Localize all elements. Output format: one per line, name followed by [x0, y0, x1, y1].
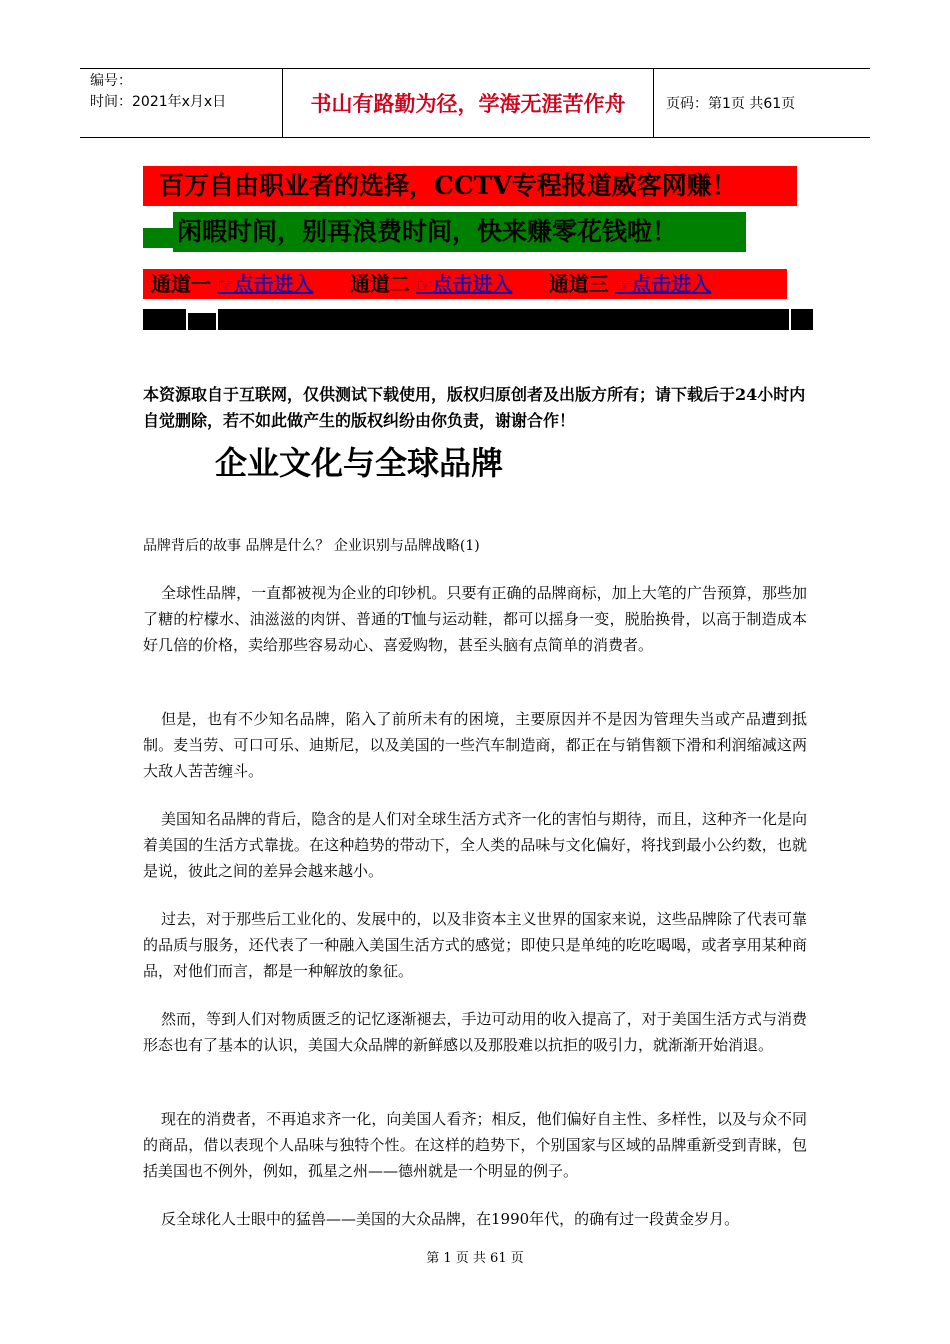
pointing-hand-icon: ☞ [416, 275, 433, 296]
ad-banner-1[interactable]: 百万自由职业者的选择，CCTV专程报道威客网赚！ [143, 166, 797, 206]
channel-1-label: 通道一 [151, 272, 211, 296]
number-label: 编号： [90, 73, 132, 89]
paragraph-4: 过去，对于那些后工业化的、发展中的，以及非资本主义世界的国家来说，这些品牌除了代表可靠的品质与服务，还代表了一种融入美国生活方式的感觉；即使只是单纯的吃吃喝喝，或者享用某种商品，对他们而言，都是一种解放的象征。 [143, 910, 807, 980]
subheading: 品牌背后的故事 品牌是什么？ 企业识别与品牌战略(1) [143, 538, 480, 554]
paragraph-3: 美国知名品牌的背后，隐含的是人们对全球生活方式齐一化的害怕与期待，而且，这种齐一化是向着美国的生活方式靠拢。在这种趋势的带动下，全人类的品味与文化偏好，将找到最小公约数，也就是说，彼此之间的差异会越来越小。 [143, 810, 807, 880]
time-label: 时间：2021年x月x日 [90, 94, 227, 110]
paragraph-7: 反全球化人士眼中的猛兽——美国的大众品牌，在1990年代，的确有过一段黄金岁月。 [161, 1210, 740, 1228]
channel-bar [143, 269, 787, 299]
document-title: 企业文化与全球品牌 [215, 444, 504, 482]
ad-banner-2-accent [143, 228, 173, 248]
channel-3-link[interactable]: ☞点击进入 [615, 272, 712, 296]
channel-2-link[interactable]: ☞点击进入 [416, 272, 513, 296]
paragraph-5: 然而，等到人们对物质匮乏的记忆逐渐褪去，手边可动用的收入提高了，对于美国生活方式与消费形态也有了基本的认识，美国大众品牌的新鲜感以及那股难以抗拒的吸引力，就渐渐开始消退。 [143, 1010, 807, 1054]
header-motto: 书山有路勤为径，学海无涯苦作舟 [282, 69, 654, 137]
paragraph-1: 全球性品牌，一直都被视为企业的印钞机。只要有正确的品牌商标，加上大笔的广告预算，那些加了糖的柠檬水、油滋滋的肉饼、普通的T恤与运动鞋，都可以摇身一变，脱胎换骨，以高于制造成本好几倍的价格，卖给那些容易动心、喜爱购物，甚至头脑有点简单的消费者。 [143, 584, 807, 654]
header-table [80, 68, 870, 138]
redacted-bar [143, 309, 813, 330]
channel-2-label: 通道二 [349, 272, 410, 296]
header-meta [80, 69, 282, 137]
pointing-hand-icon: ☞ [615, 275, 632, 296]
page-footer: 第 1 页 共 61 页 [426, 1251, 524, 1266]
paragraph-2: 但是，也有不少知名品牌，陷入了前所未有的困境，主要原因并不是因为管理失当或产品遭到抵制。麦当劳、可口可乐、迪斯尼，以及美国的一些汽车制造商，都正在与销售额下滑和利润缩减这两大敌人苦苦缠斗。 [143, 710, 807, 780]
channel-3-label: 通道三 [548, 272, 609, 296]
copyright-notice: 本资源取自于互联网，仅供测试下载使用，版权归原创者及出版方所有；请下载后于24小时内自觉删除，若不如此做产生的版权纠纷由你负责，谢谢合作！ [143, 385, 806, 430]
pointing-hand-icon: ☞ [217, 275, 234, 296]
header-page-info: 页码：第1页 共61页 [666, 96, 796, 112]
channel-1-link[interactable]: ☞点击进入 [217, 272, 314, 296]
ad-banner-2[interactable]: 闲暇时间，别再浪费时间，快来赚零花钱啦！ [173, 212, 746, 252]
paragraph-6: 现在的消费者，不再追求齐一化，向美国人看齐；相反，他们偏好自主性、多样性，以及与众不同的商品，借以表现个人品味与独特个性。在这样的趋势下，个别国家与区域的品牌重新受到青睐，包括美国也不例外，例如，孤星之州——德州就是一个明显的例子。 [143, 1110, 807, 1180]
